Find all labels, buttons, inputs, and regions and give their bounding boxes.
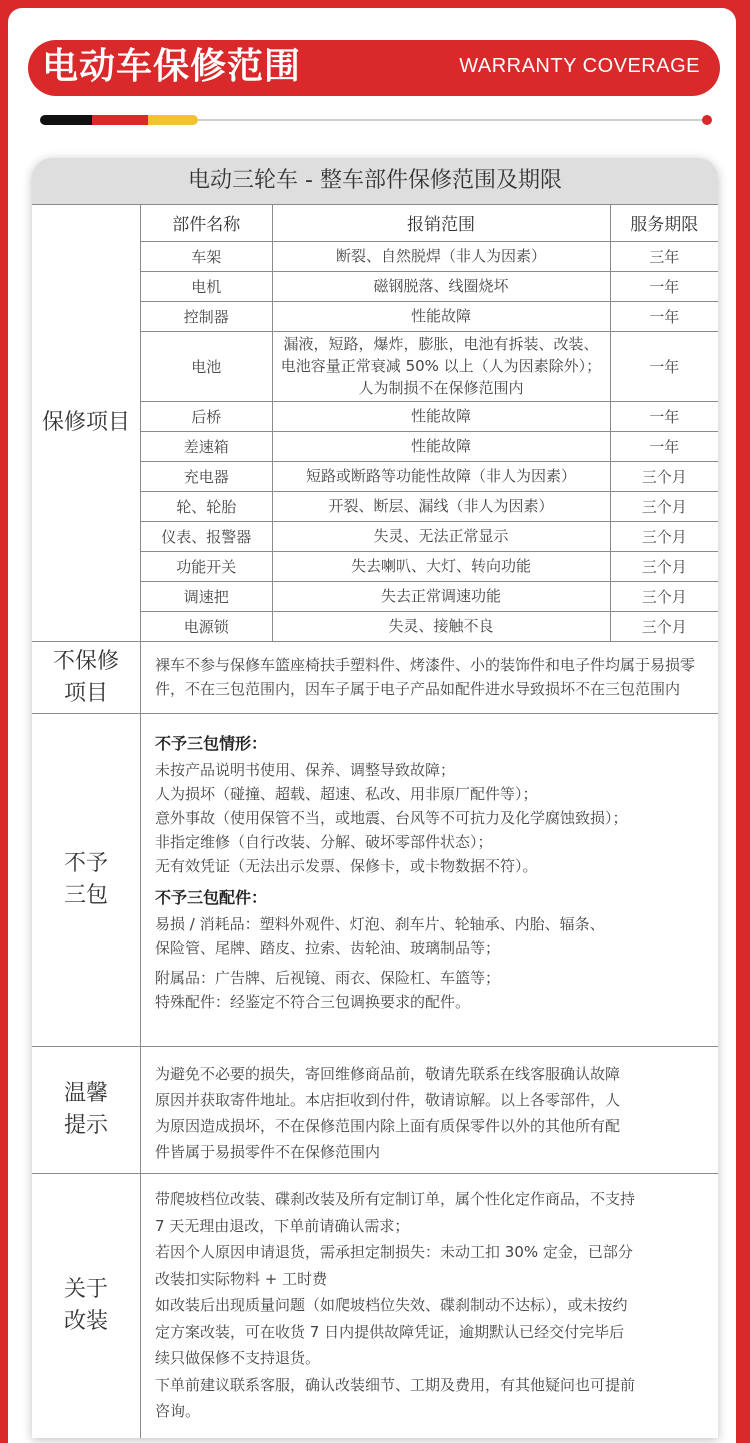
scope-line: 失灵、无法正常显示: [373, 527, 509, 545]
part-period: 一年: [610, 401, 718, 431]
modification-label-line: 改装: [63, 1309, 108, 1334]
part-scope: [272, 331, 610, 401]
table-row: [141, 271, 718, 301]
not-covered-label-line: 项目: [63, 680, 108, 706]
modification-label-line: 关于: [63, 1277, 108, 1302]
table-row: [141, 611, 718, 641]
part-name: 差速箱: [141, 431, 272, 461]
text-line: 易损 / 消耗品：塑料外观件、灯泡、刹车片、轮轴承、内胎、辐条、: [155, 915, 605, 933]
situations-list: [155, 758, 706, 878]
scope-line: 失灵、接触不良: [388, 617, 494, 636]
part-period: 三个月: [610, 611, 718, 641]
text-line: 非指定维修（自行改装、分解、破坏零部件状态）；: [155, 833, 493, 851]
text-line: 若因个人原因申请退货，需承担定制损失：未动工扣 30% 定金，已部分: [155, 1243, 633, 1261]
table-row: [141, 431, 718, 461]
table-row: [141, 331, 718, 401]
card-title: 电动三轮车 - 整车部件保修范围及期限: [32, 158, 718, 204]
header-scope: 报销范围: [272, 205, 610, 241]
table-row: [141, 521, 718, 551]
scope-line: 断裂、自然脱焊（非人为因素）: [335, 247, 546, 265]
part-name: 仪表、报警器: [141, 521, 272, 551]
decorative-progress-bar: [40, 115, 712, 125]
part-name: 调速把: [141, 581, 272, 611]
part-scope: [272, 491, 610, 521]
scope-line: 磁钢脱落、线圈烧坏: [373, 277, 509, 295]
warranty-section: [32, 204, 718, 641]
text-line: 附属品：广告牌、后视镜、雨衣、保险杠、车篮等；: [155, 969, 501, 987]
part-name: 电源锁: [183, 617, 229, 636]
not-covered-label: [32, 642, 141, 713]
text-line: 为避免不必要的损失，寄回维修商品前，敬请先联系在线客服确认故障: [155, 1065, 621, 1083]
table-row: [141, 301, 718, 331]
part-name: 电机: [141, 271, 272, 301]
text-line: 改装扣实际物料 + 工时费: [155, 1269, 328, 1288]
text-line: 件，不在三包范围内，因车子属于电子产品如配件进水导致损坏不在三包范围内: [155, 680, 681, 698]
header-part: 部件名称: [141, 205, 272, 241]
table-row: [141, 401, 718, 431]
part-period: 三个月: [610, 521, 718, 551]
banner-subtitle: WARRANTY COVERAGE: [459, 55, 700, 77]
part-name: 电池: [141, 331, 272, 401]
progress-black-segment: [40, 115, 92, 125]
warranty-label: 保修项目: [32, 205, 141, 641]
no-guarantee-text: [141, 714, 718, 1046]
scope-line: 开裂、断层、漏线（非人为因素）: [328, 497, 554, 515]
text-line: 为原因造成损坏，不在保修范围内除上面有质保零件以外的其他所有配: [155, 1117, 621, 1135]
part-period: 一年: [610, 431, 718, 461]
text-line: 无有效凭证（无法出示发票、保修卡，或卡物数据不符）。: [155, 857, 538, 875]
part-scope: [272, 581, 610, 611]
text-line: 下单前建议联系客服，确认改装细节、工期及费用，有其他疑问也可提前: [155, 1375, 636, 1394]
text-line: 保险管、尾牌、踏皮、拉索、齿轮油、玻璃制品等；: [155, 939, 501, 957]
part-period: 三个月: [610, 581, 718, 611]
text-line: 定方案改装，可在收货 7 日内提供故障凭证，逾期默认已经交付完毕后: [155, 1322, 625, 1341]
progress-red-segment: [92, 115, 148, 125]
text-line: 带爬坡档位改装、碟刹改装及所有定制订单，属个性化定作商品，不支持: [155, 1190, 636, 1208]
table-row: [141, 551, 718, 581]
part-scope: [272, 241, 610, 271]
not-covered-text: [141, 642, 718, 713]
part-name: 轮、轮胎: [141, 491, 272, 521]
tips-label-line: 提示: [63, 1113, 108, 1138]
scope-line: 漏液，短路，爆炸，膨胀，电池有拆装、改装、: [283, 335, 599, 353]
text-line: 续只做保修不支持退货。: [155, 1349, 321, 1367]
table-header-row: [141, 205, 718, 241]
text-line: 未按产品说明书使用、保养、调整导致故障；: [155, 761, 456, 779]
part-name: 充电器: [141, 461, 272, 491]
text-line: 原因并获取寄件地址。本店拒收到付件，敬请谅解。以上各零部件，人: [155, 1091, 621, 1109]
scope-line: 电池容量正常衰减 50% 以上（人为因素除外）；: [280, 357, 602, 375]
part-period: 一年: [610, 271, 718, 301]
progress-yellow-segment: [148, 115, 198, 125]
progress-end-dot: [702, 115, 712, 125]
modification-text: [141, 1174, 718, 1438]
part-name: 后桥: [141, 401, 272, 431]
not-covered-section: [32, 641, 718, 713]
text-line: 7 天无理由退改，下单前请确认需求；: [155, 1216, 410, 1235]
part-period: 三个月: [610, 461, 718, 491]
text-line: 件皆属于易损零件不在保修范围内: [155, 1143, 381, 1161]
table-row: [141, 241, 718, 271]
part-scope: [272, 611, 610, 641]
scope-line: 失去喇叭、大灯、转向功能: [350, 557, 531, 575]
not-covered-label-line: 不保修: [52, 648, 119, 674]
no-guarantee-label: [32, 714, 141, 1046]
tips-label: [32, 1047, 141, 1173]
part-name: 功能开关: [141, 551, 272, 581]
scope-line: 性能故障: [410, 307, 471, 325]
no-guarantee-section: [32, 713, 718, 1046]
part-scope: [272, 461, 610, 491]
table-row: [141, 461, 718, 491]
tips-section: [32, 1046, 718, 1173]
parts-group-2: [155, 966, 706, 1014]
part-scope: [272, 521, 610, 551]
part-scope: [272, 551, 610, 581]
modification-section: [32, 1173, 718, 1438]
text-line: 特殊配件：经鉴定不符合三包调换要求的配件。: [155, 993, 471, 1011]
no-guarantee-label-line: 三包: [63, 883, 108, 908]
part-period: 一年: [610, 301, 718, 331]
situations-title: 不予三包情形：: [155, 734, 268, 753]
part-period: 三个月: [610, 551, 718, 581]
part-period: 三年: [610, 241, 718, 271]
scope-line: 短路或断路等功能性故障（非人为因素）: [305, 467, 576, 485]
text-line: 人为损坏（碰撞、超载、超速、私改、用非原厂配件等）；: [155, 785, 538, 803]
tips-label-line: 温馨: [63, 1081, 108, 1106]
text-line: 咨询。: [155, 1402, 201, 1420]
text-line: 如改装后出现质量问题（如爬坡档位失效、碟刹制动不达标），或未按约: [155, 1296, 628, 1314]
part-scope: [272, 431, 610, 461]
no-guarantee-label-line: 不予: [63, 851, 108, 876]
part-scope: [272, 301, 610, 331]
scope-line: 性能故障: [410, 437, 471, 455]
table-row: [141, 581, 718, 611]
parts-group-1: [155, 912, 706, 960]
part-name: 车架: [141, 241, 272, 271]
part-period: 三个月: [610, 491, 718, 521]
table-row: [141, 491, 718, 521]
scope-line: 人为制损不在保修范围内: [358, 379, 524, 397]
tips-text: [141, 1047, 718, 1173]
scope-line: 失去正常调速功能: [380, 587, 501, 605]
part-period: 一年: [610, 331, 718, 401]
warranty-card: [32, 158, 718, 1438]
scope-line: 性能故障: [410, 407, 471, 425]
header-period: 服务期限: [610, 205, 718, 241]
title-banner: [28, 40, 720, 96]
text-line: 意外事故（使用保管不当，或地震、台风等不可抗力及化学腐蚀致损）；: [155, 809, 628, 827]
parts-title: 不予三包配件：: [155, 888, 268, 907]
part-scope: [272, 271, 610, 301]
warranty-table: [141, 205, 718, 641]
modification-label: [32, 1174, 141, 1438]
part-scope: [272, 401, 610, 431]
part-name: 控制器: [141, 301, 272, 331]
banner-title: 电动车保修范围: [42, 46, 302, 87]
text-line: 裸车不参与保修车篮座椅扶手塑料件、烤漆件、小的装饰件和电子件均属于易损零: [155, 656, 696, 674]
